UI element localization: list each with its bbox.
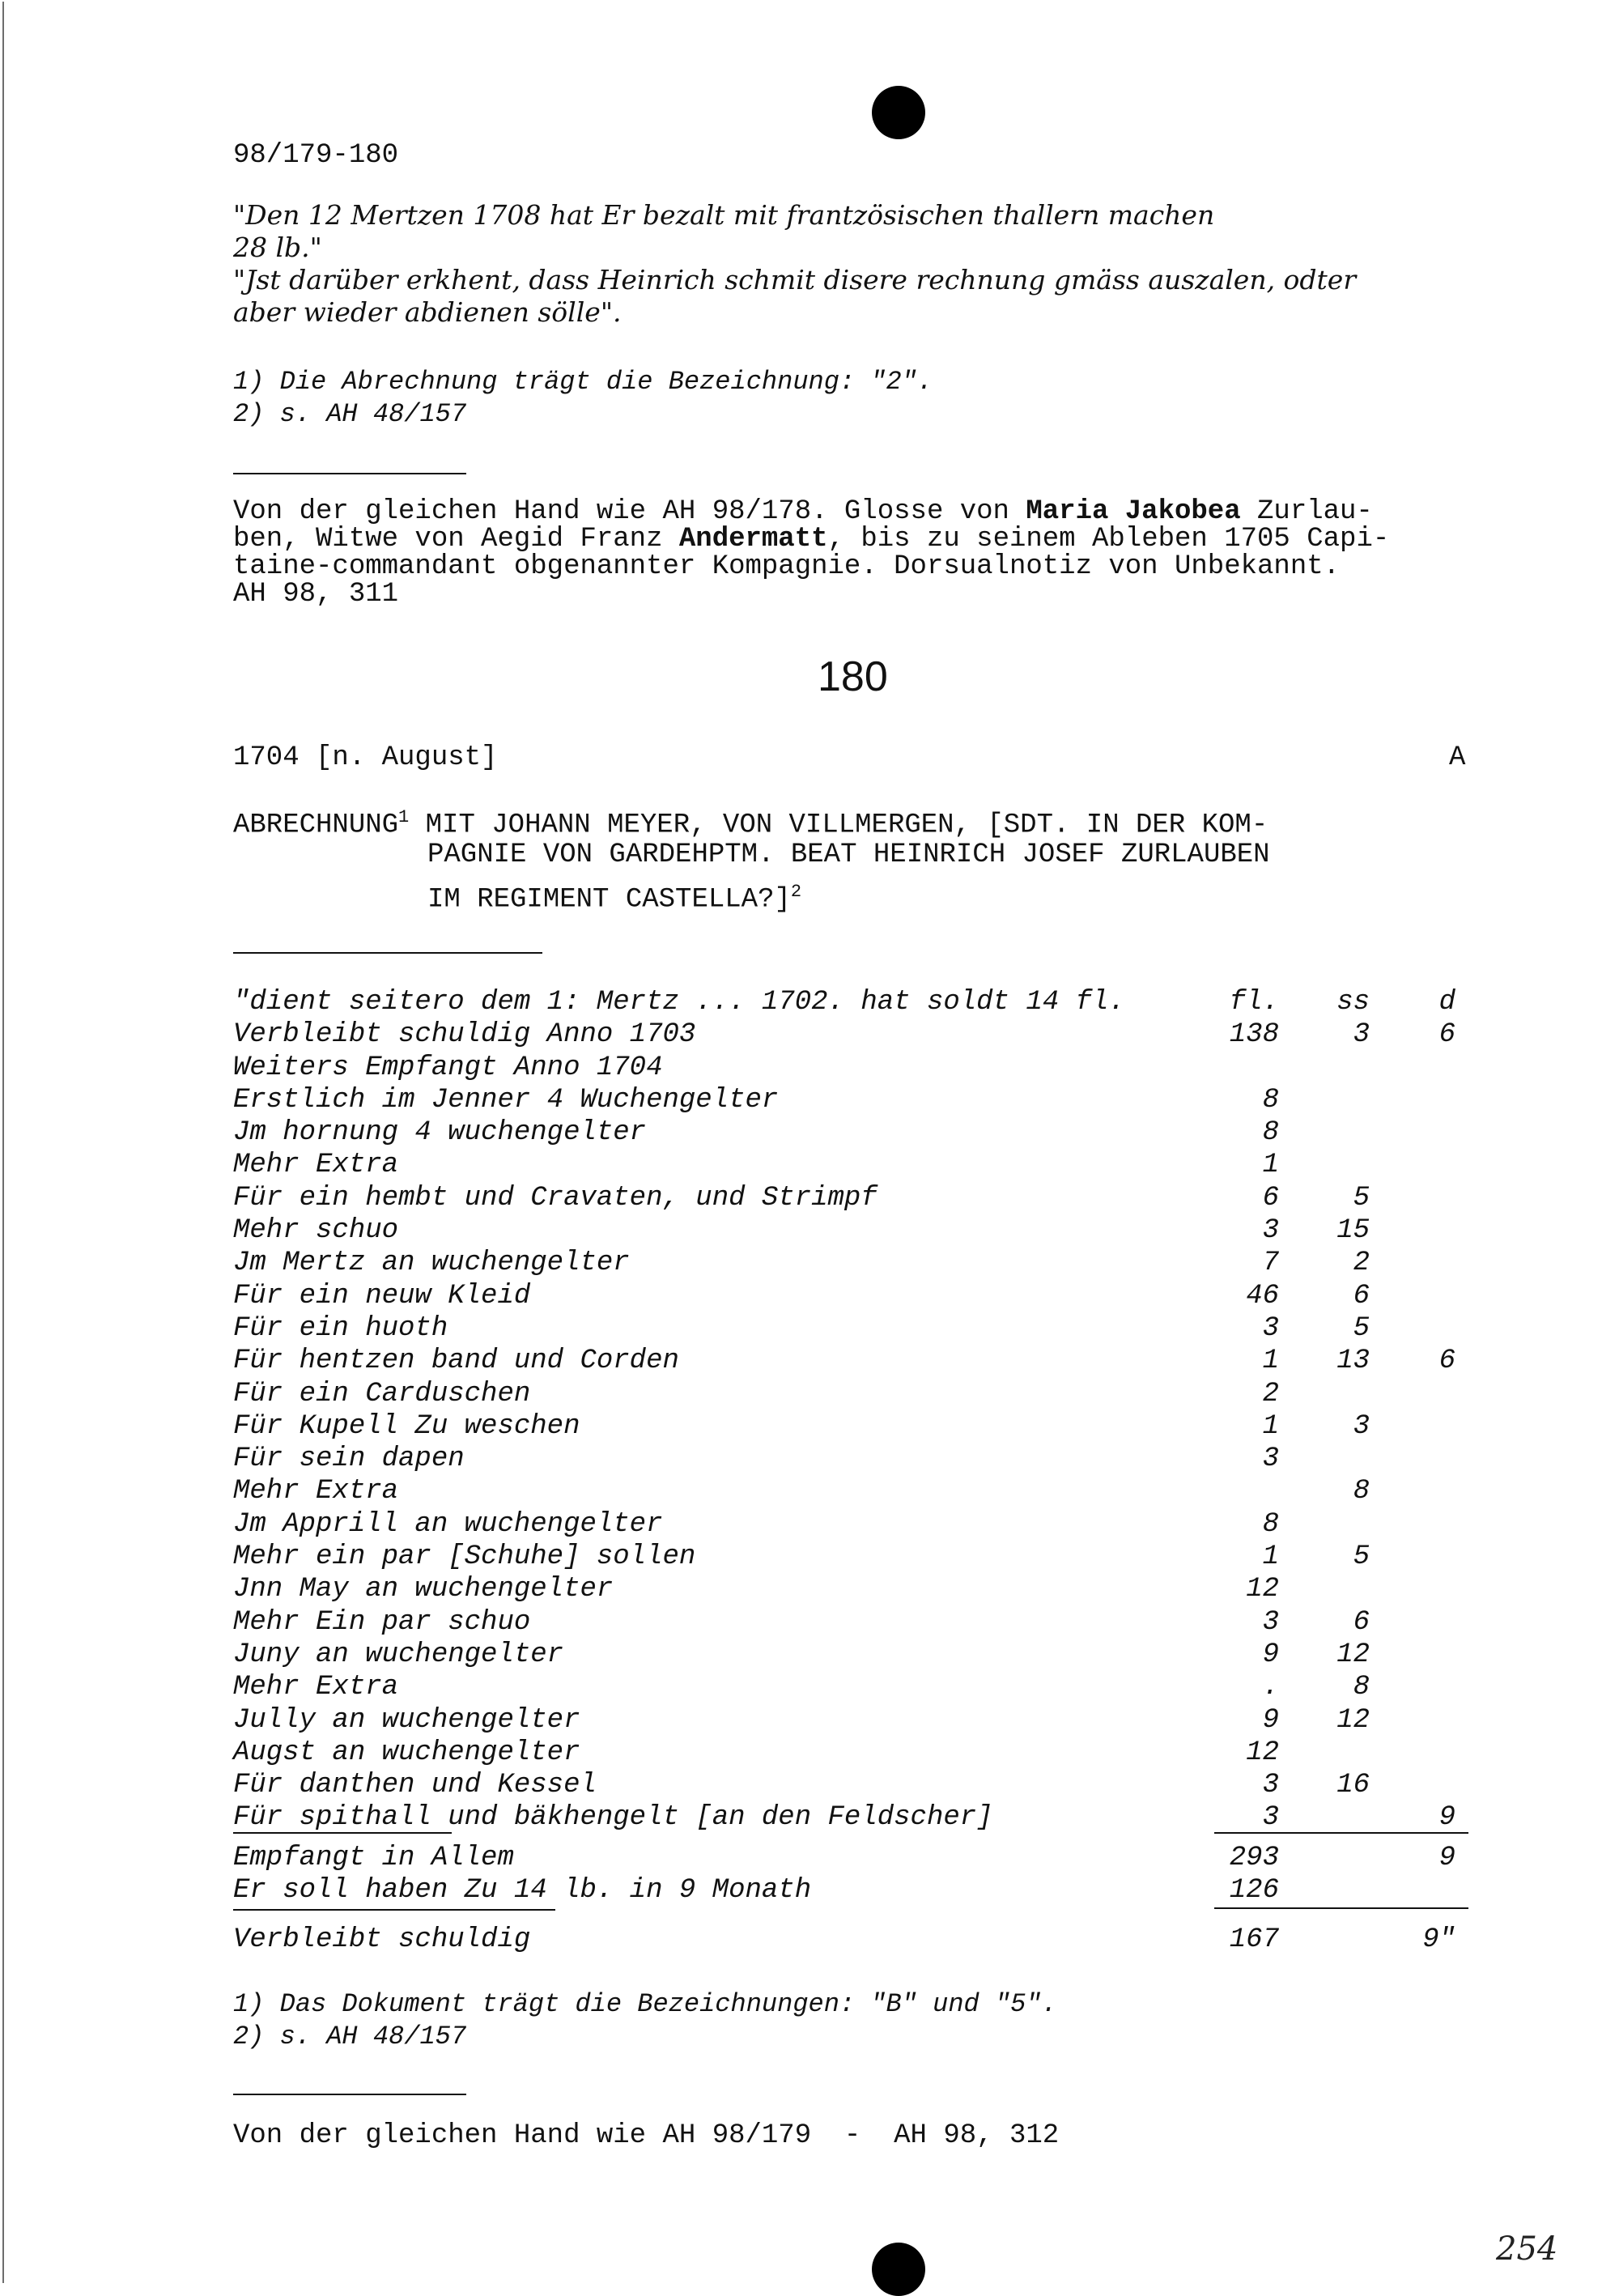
title-text: IM REGIMENT CASTELLA?] [427, 884, 791, 916]
table-row [233, 1052, 1472, 1084]
col-fl: 12 [1246, 1574, 1279, 1605]
row-text: "dient seitero dem 1: Mertz ... 1702. hat soldt 14 fl. [233, 987, 1125, 1018]
footnote-2: 2) s. AH 48/157 [233, 2022, 467, 2052]
handwritten-page-number: 254 [1496, 2230, 1558, 2268]
col-fl: 167 [1229, 1924, 1279, 1955]
sum-rule [1214, 1907, 1468, 1909]
col-fl: 3 [1262, 1312, 1279, 1344]
punch-hole-top [872, 86, 925, 139]
table-row [233, 1704, 1472, 1737]
col-fl: 3 [1262, 1802, 1279, 1834]
col-fl: 1 [1262, 1150, 1279, 1181]
col-fl: 1 [1262, 1410, 1279, 1442]
col-fl: 12 [1246, 1737, 1279, 1768]
col-ss: 3 [1353, 1019, 1370, 1051]
description-line-4: AH 98, 311 [233, 579, 399, 610]
col-d: 9 [1438, 1802, 1455, 1834]
table-row [233, 1149, 1472, 1181]
table-row [233, 1378, 1472, 1410]
row-text: Erstlich im Jenner 4 Wuchengelter [233, 1084, 779, 1116]
row-text: Jm hornung 4 wuchengelter [233, 1117, 647, 1149]
col-ss: 5 [1353, 1541, 1370, 1573]
col-ss: 12 [1336, 1639, 1370, 1670]
col-ss: 2 [1353, 1248, 1370, 1279]
row-text: Für Kupell Zu weschen [233, 1410, 580, 1442]
table-row [233, 1671, 1472, 1703]
separator-rule [233, 2094, 466, 2095]
row-text: Augst an wuchengelter [233, 1737, 580, 1768]
sum-rule [1214, 1832, 1468, 1834]
table-row [233, 1508, 1472, 1541]
row-text: Jully an wuchengelter [233, 1704, 580, 1736]
row-text: Juny an wuchengelter [233, 1639, 564, 1670]
row-text: Für sein dapen [233, 1444, 465, 1475]
table-row [233, 1312, 1472, 1345]
col-d: 9" [1422, 1924, 1455, 1955]
underline-mark [233, 1909, 555, 1911]
row-text: Für ein hembt und Cravaten, und Strimpf [233, 1182, 877, 1214]
quote-line-3: "Jst darüber erkhent, dass Heinrich schmit disere rechnung gmäss auszalen, odter [233, 264, 1357, 296]
col-ss: 8 [1353, 1476, 1370, 1507]
col-d: 9 [1438, 1843, 1455, 1873]
col-fl: 1 [1262, 1346, 1279, 1377]
row-text: Mehr ein par [Schuhe] sollen [233, 1541, 696, 1573]
col-ss: 5 [1353, 1312, 1370, 1344]
punch-hole-bottom [872, 2243, 925, 2296]
col-d: 6 [1438, 1346, 1455, 1377]
row-text: Weiters Empfangt Anno 1704 [233, 1052, 663, 1083]
table-row [233, 1018, 1472, 1051]
col-fl: 126 [1229, 1875, 1279, 1907]
total-row [233, 1874, 1472, 1907]
table-row [233, 1573, 1472, 1605]
row-text: Für spithall und bäkhengelt [an den Feldscher] [233, 1802, 993, 1834]
row-text: Für hentzen band und Corden [233, 1346, 679, 1377]
row-text: Jnn May an wuchengelter [233, 1574, 614, 1605]
row-text: Verbleibt schuldig [233, 1924, 531, 1955]
col-fl: 3 [1262, 1770, 1279, 1801]
col-fl: . [1262, 1672, 1279, 1703]
table-row [233, 1116, 1472, 1149]
col-ss: 13 [1336, 1346, 1370, 1377]
quote-line-2: 28 lb." [233, 232, 322, 263]
total-row [233, 1924, 1472, 1956]
table-row [233, 1801, 1472, 1834]
col-d: d [1438, 987, 1455, 1018]
document-title-line-3 [427, 878, 801, 914]
table-row [233, 1182, 1472, 1214]
separator-rule [233, 473, 466, 474]
document-reference: 98/179-180 [233, 140, 399, 171]
col-fl: 9 [1262, 1704, 1279, 1736]
title-footnote-marker: 1 [398, 807, 410, 827]
table-row [233, 1737, 1472, 1769]
col-fl: fl. [1229, 987, 1279, 1018]
desc-text: Zurlau- [1240, 496, 1373, 527]
table-row [233, 1280, 1472, 1312]
col-fl: 8 [1262, 1084, 1279, 1116]
col-fl: 1 [1262, 1541, 1279, 1573]
document-title-line-2: PAGNIE VON GARDEHPTM. BEAT HEINRICH JOSEF ZURLAUBEN [427, 840, 1270, 870]
desc-text: Von der gleichen Hand wie AH 98/178. Glosse von [233, 496, 1026, 527]
row-text: Für ein huoth [233, 1312, 448, 1344]
ledger-balance [233, 1924, 1472, 1956]
col-fl: 7 [1262, 1248, 1279, 1279]
row-text: Jm Apprill an wuchengelter [233, 1508, 663, 1540]
col-ss: 12 [1336, 1704, 1370, 1736]
col-d: 6 [1438, 1019, 1455, 1051]
table-row [233, 1084, 1472, 1116]
row-text: Für ein Carduschen [233, 1378, 531, 1409]
col-fl: 138 [1229, 1019, 1279, 1051]
row-text: Er soll haben Zu 14 lb. in 9 Monath [233, 1875, 812, 1907]
col-ss: ss [1336, 987, 1370, 1018]
footnote-2: 2) s. AH 48/157 [233, 399, 467, 429]
col-fl: 8 [1262, 1117, 1279, 1149]
col-ss: 5 [1353, 1182, 1370, 1214]
table-row [233, 1606, 1472, 1639]
col-fl: 8 [1262, 1508, 1279, 1540]
row-text: Für ein neuw Kleid [233, 1280, 531, 1312]
document-number: 180 [818, 653, 888, 700]
row-text: Jm Mertz an wuchengelter [233, 1248, 630, 1279]
description-line-1 [233, 497, 1373, 526]
row-text: Mehr Extra [233, 1672, 399, 1703]
col-fl: 6 [1262, 1182, 1279, 1214]
desc-name-bold: Andermatt [678, 524, 828, 555]
col-ss: 6 [1353, 1280, 1370, 1312]
description-line-2 [233, 525, 1389, 554]
document-title-line-1 [233, 803, 1268, 840]
col-fl: 3 [1262, 1444, 1279, 1475]
ledger-totals [233, 1842, 1472, 1907]
ledger-table [233, 986, 1472, 1835]
col-fl: 46 [1246, 1280, 1279, 1312]
col-fl: 9 [1262, 1639, 1279, 1670]
row-text: Verbleibt schuldig Anno 1703 [233, 1019, 696, 1051]
col-ss: 3 [1353, 1410, 1370, 1442]
table-row [233, 1475, 1472, 1507]
row-text: Mehr Extra [233, 1476, 399, 1507]
col-fl: 293 [1229, 1843, 1279, 1873]
col-ss: 16 [1336, 1770, 1370, 1801]
col-fl: 2 [1262, 1378, 1279, 1409]
table-row [233, 1769, 1472, 1801]
table-row [233, 1443, 1472, 1475]
footnote-1: 1) Das Dokument trägt die Bezeichnungen: "B" und "5". [233, 1989, 1057, 2019]
table-row [233, 1345, 1472, 1377]
desc-name-bold: Maria Jakobea [1026, 496, 1241, 527]
row-text: Mehr schuo [233, 1215, 399, 1247]
col-fl: 3 [1262, 1215, 1279, 1247]
quote-line-1: "Den 12 Mertzen 1708 hat Er bezalt mit frantzösischen thallern machen [233, 199, 1215, 231]
document-letter: A [1449, 742, 1466, 773]
col-ss: 15 [1336, 1215, 1370, 1247]
col-ss: 8 [1353, 1672, 1370, 1703]
quote-line-4: aber wieder abdienen sölle". [233, 296, 622, 328]
col-fl: 3 [1262, 1606, 1279, 1638]
table-row [233, 986, 1472, 1018]
table-row [233, 1410, 1472, 1443]
separator-rule [233, 952, 542, 954]
row-text: Mehr Extra [233, 1150, 399, 1181]
col-ss: 6 [1353, 1606, 1370, 1638]
row-text: Mehr Ein par schuo [233, 1606, 531, 1638]
description-line-3: taine-commandant obgenannter Kompagnie. Dorsualnotiz von Unbekannt. [233, 551, 1341, 582]
desc-text: , bis zu seinem Ableben 1705 Capi- [827, 524, 1390, 555]
table-row [233, 1639, 1472, 1671]
row-text: Für danthen und Kessel [233, 1770, 597, 1801]
table-row [233, 1247, 1472, 1279]
underline-mark [233, 1832, 452, 1834]
title-text: MIT JOHANN MEYER, VON VILLMERGEN, [SDT. IN DER KOM- [409, 810, 1268, 841]
desc-text: ben, Witwe von Aegid Franz [233, 524, 679, 555]
title-footnote-marker: 2 [790, 882, 802, 902]
document-footer: Von der gleichen Hand wie AH 98/179 - AH 98, 312 [233, 2120, 1060, 2151]
table-row [233, 1214, 1472, 1247]
total-row [233, 1842, 1472, 1874]
document-date: 1704 [n. August] [233, 742, 498, 773]
footnote-1: 1) Die Abrechnung trägt die Bezeichnung: "2". [233, 367, 933, 397]
row-text: Empfangt in Allem [233, 1843, 514, 1873]
title-text: ABRECHNUNG [233, 810, 399, 841]
table-row [233, 1541, 1472, 1573]
